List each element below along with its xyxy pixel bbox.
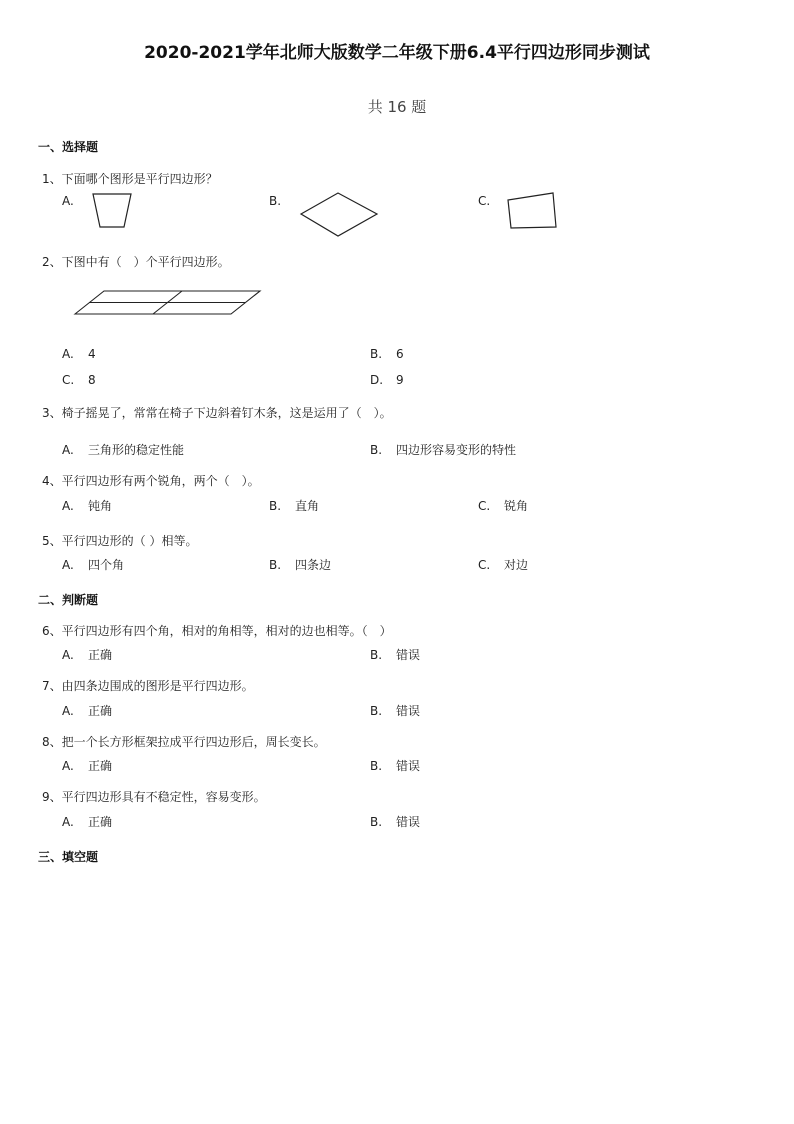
- question-6-text: 6、平行四边形有四个角，相对的角相等，相对的边也相等。（ ）: [42, 624, 392, 638]
- question-1-text: 1、下面哪个图形是平行四边形？: [42, 172, 218, 186]
- q7-option-b[interactable]: [370, 702, 420, 719]
- option-text: 四边形容易变形的特性: [396, 443, 517, 457]
- q8-option-a[interactable]: [62, 757, 112, 774]
- option-label: A.: [62, 194, 74, 208]
- option-label: B.: [269, 194, 282, 208]
- section-heading-fill: 三、填空题: [38, 850, 99, 864]
- question-8-text: 8、把一个长方形框架拉成平行四边形后，周长变长。: [42, 735, 326, 749]
- option-label: C.: [478, 499, 491, 513]
- option-label: A.: [62, 347, 74, 361]
- option-text: 直角: [295, 499, 320, 513]
- question-4-text: 4、平行四边形有两个锐角，两个（ ）。: [42, 474, 260, 488]
- q5-option-c[interactable]: [478, 556, 528, 573]
- option-text: 钝角: [88, 499, 113, 513]
- parallelogram-divided-figure: [74, 290, 262, 316]
- option-label: C.: [478, 194, 491, 208]
- q2-option-b[interactable]: [370, 347, 404, 361]
- q3-option-b[interactable]: [370, 441, 516, 458]
- option-text: 对边: [504, 558, 529, 572]
- q2-option-c[interactable]: [62, 373, 96, 387]
- q3-option-a[interactable]: [62, 441, 184, 458]
- q9-option-a[interactable]: [62, 813, 112, 830]
- option-label: B.: [370, 443, 383, 457]
- option-text: 正确: [88, 815, 113, 829]
- question-count: 共 16 题: [367, 98, 427, 116]
- option-label: D.: [370, 373, 384, 387]
- option-label: B.: [269, 499, 282, 513]
- option-label: B.: [370, 815, 383, 829]
- option-text: 错误: [396, 815, 421, 829]
- q7-option-a[interactable]: [62, 702, 112, 719]
- q1-option-c[interactable]: [478, 194, 504, 208]
- section-heading-judge: 二、判断题: [38, 593, 99, 607]
- option-text: 四个角: [88, 558, 125, 572]
- question-7-text: 7、由四条边围成的图形是平行四边形。: [42, 679, 254, 693]
- q6-option-a[interactable]: [62, 646, 112, 663]
- option-text: 锐角: [504, 499, 529, 513]
- option-text: 8: [88, 373, 96, 387]
- q2-option-d[interactable]: [370, 373, 404, 387]
- question-5-text: 5、平行四边形的（ ）相等。: [42, 534, 198, 548]
- option-label: B.: [370, 759, 383, 773]
- option-label: A.: [62, 499, 74, 513]
- q2-option-a[interactable]: [62, 347, 96, 361]
- q4-option-a[interactable]: [62, 497, 112, 514]
- q4-option-b[interactable]: [269, 497, 319, 514]
- q8-option-b[interactable]: [370, 757, 420, 774]
- option-text: 三角形的稳定性能: [88, 443, 185, 457]
- option-text: 正确: [88, 759, 113, 773]
- option-label: A.: [62, 558, 74, 572]
- question-9-text: 9、平行四边形具有不稳定性，容易变形。: [42, 790, 266, 804]
- question-3-text: 3、椅子摇晃了，常常在椅子下边斜着钉木条，这是运用了（ ）。: [42, 406, 392, 420]
- option-label: A.: [62, 759, 74, 773]
- q5-option-a[interactable]: [62, 556, 124, 573]
- option-label: B.: [370, 704, 383, 718]
- trapezoid-figure: [92, 193, 132, 229]
- option-label: B.: [269, 558, 282, 572]
- option-label: A.: [62, 648, 74, 662]
- option-label: C.: [62, 373, 75, 387]
- q6-option-b[interactable]: [370, 646, 420, 663]
- document-title: 2020-2021学年北师大版数学二年级下册6.4平行四边形同步测试: [144, 43, 650, 63]
- option-label: B.: [370, 648, 383, 662]
- option-label: A.: [62, 704, 74, 718]
- q9-option-b[interactable]: [370, 813, 420, 830]
- q1-option-b[interactable]: [269, 194, 295, 208]
- q5-option-b[interactable]: [269, 556, 331, 573]
- option-text: 正确: [88, 704, 113, 718]
- option-text: 9: [396, 373, 404, 387]
- quadrilateral-figure: [507, 192, 559, 230]
- option-label: C.: [478, 558, 491, 572]
- option-text: 6: [396, 347, 404, 361]
- option-text: 四条边: [295, 558, 332, 572]
- option-label: B.: [370, 347, 383, 361]
- option-text: 4: [88, 347, 96, 361]
- option-label: A.: [62, 815, 74, 829]
- option-text: 正确: [88, 648, 113, 662]
- option-label: A.: [62, 443, 74, 457]
- option-text: 错误: [396, 759, 421, 773]
- rhombus-figure: [300, 192, 378, 238]
- section-heading-choice: 一、选择题: [38, 140, 99, 154]
- q1-option-a[interactable]: [62, 194, 88, 208]
- option-text: 错误: [396, 648, 421, 662]
- q4-option-c[interactable]: [478, 497, 528, 514]
- question-2-text: 2、下图中有（ ）个平行四边形。: [42, 255, 230, 269]
- option-text: 错误: [396, 704, 421, 718]
